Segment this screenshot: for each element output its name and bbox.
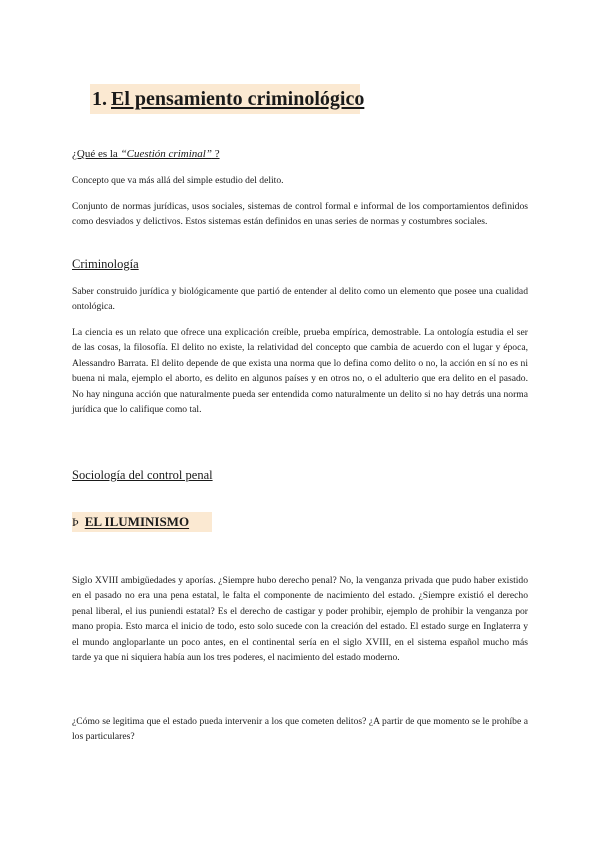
heading-iluminismo [72, 512, 212, 532]
paragraph-conjunto: Conjunto de normas jurídicas, usos sociales, sistemas de control formal e informal de los comportamientos definidos como desviados y delictivos. Estos sistemas están definidos en unas series de normas y costumbres sociales. [72, 201, 528, 228]
title-text: El pensamiento criminológico [111, 88, 365, 110]
paragraph-ciencia: La ciencia es un relato que ofrece una explicación creíble, prueba empírica, demostrable. La ontología estudia el ser de las cosas, la filosofía. El delito no existe, la relatividad del concepto que cambia de acuerdo con el lugar y época, Alessandro Barrata. El delito depende de que exista una norma que lo defina como delito o no, la acción en sí no es ni buena ni mala, ejemplo el aborto, es delito en algunos países y en otros no, o el adulterio que era delito en el pasado. No hay ninguna acción que naturalmente pueda ser entendida como naturalmente un delito si no hay detrás una norma jurídica que lo califique como tal. [72, 327, 528, 416]
title-number: 1. [92, 88, 107, 110]
question-italic: “Cuestión criminal” [120, 148, 212, 160]
question-prefix: ¿Qué es la [72, 148, 121, 160]
paragraph-legitima: ¿Cómo se legitima que el estado pueda intervenir a los que cometen delitos? ¿A partir de que momento se le prohíbe a los particulares? [72, 716, 528, 743]
paragraph-concepto: Concepto que va más allá del simple estudio del delito. [72, 175, 284, 186]
question-suffix: ? [211, 148, 220, 160]
heading-sociologia: Sociología del control penal [72, 468, 213, 482]
iluminismo-label: EL ILUMINISMO [84, 514, 190, 529]
heading-criminologia: Criminología [72, 257, 139, 271]
question-cuestion-criminal [72, 147, 220, 161]
bullet-icon: Þ [72, 515, 79, 529]
paragraph-saber: Saber construido jurídica y biológicamente que partió de entender al delito como un elemento que posee una cualidad ontológica. [72, 286, 528, 313]
paragraph-siglo-xviii: Siglo XVIII ambigüedades y aporías. ¿Siempre hubo derecho penal? No, la venganza privada que pudo haber existido en el pasado no era una pena estatal, le falta el componente de nacimiento del estado. ¿Siempre existió el derecho penal liberal, el ius puniendi estatal? Es el derecho de castigar y poder prohibir, ejemplo de prohibir la venganza por mano propia. Esto marca el inicio de todo, esto solo sucede con la creación del estado. El estado surge en Inglaterra y el mundo angloparlante un poco antes, en el continental sería en el siglo XVIII, en el sistema español mucho más tarde ya que ni siquiera había aun los tres poderes, el nacimiento del estado moderno. [72, 575, 528, 664]
page-title [90, 84, 365, 114]
